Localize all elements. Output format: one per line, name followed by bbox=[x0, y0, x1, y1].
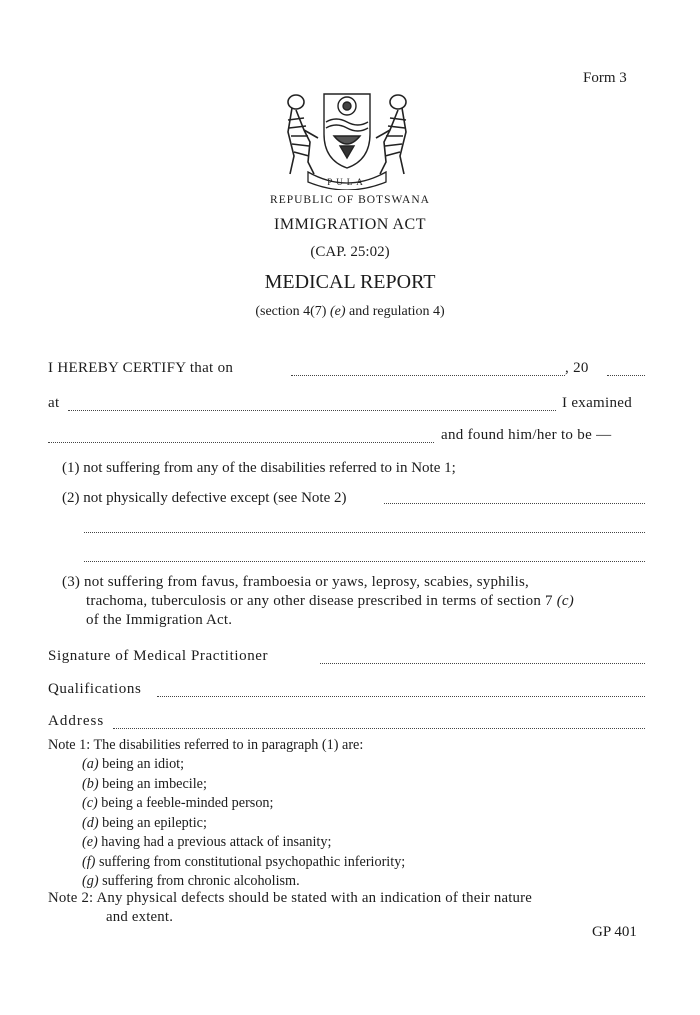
list-item: (c) being a feeble-minded person; bbox=[82, 795, 274, 811]
note-2-line-1: Note 2: Any physical defects should be stated with an indication of their nature bbox=[48, 890, 533, 906]
defect-field-1[interactable] bbox=[384, 503, 645, 504]
cap-heading: (CAP. 25:02) bbox=[310, 244, 390, 260]
defect-field-3[interactable] bbox=[84, 561, 645, 562]
qualifications-label: Qualifications bbox=[48, 681, 142, 697]
note-1-intro: Note 1: The disabilities referred to in paragraph (1) are: bbox=[48, 737, 364, 753]
list-item: (b) being an imbecile; bbox=[82, 775, 207, 792]
list-item: (d) being an epileptic; bbox=[82, 814, 207, 831]
item-2: (2) not physically defective except (see Note 2) bbox=[62, 490, 347, 506]
note-1-list bbox=[82, 755, 405, 892]
note-2-line-2: and extent. bbox=[106, 909, 174, 925]
right-zebra-icon bbox=[376, 95, 406, 174]
page-title: MEDICAL REPORT bbox=[264, 271, 436, 293]
place-field[interactable] bbox=[68, 410, 556, 411]
examined-label: I examined bbox=[562, 395, 633, 411]
list-item: (a) being an idiot; bbox=[82, 756, 185, 772]
list-item: (f) suffering from constitutional psychopathic inferiority; bbox=[82, 853, 406, 870]
section-reference: (section 4(7) (e) and regulation 4) bbox=[255, 304, 445, 319]
found-label: and found him/her to be — bbox=[441, 427, 612, 443]
patient-name-field[interactable] bbox=[48, 442, 434, 443]
certify-label: I HEREBY CERTIFY that on bbox=[48, 360, 234, 376]
item-3-line-3: of the Immigration Act. bbox=[86, 612, 233, 628]
year-field[interactable] bbox=[607, 375, 645, 376]
address-label: Address bbox=[48, 713, 105, 729]
republic-heading: REPUBLIC OF BOTSWANA bbox=[270, 194, 430, 206]
place-label: at bbox=[48, 395, 60, 411]
address-field[interactable] bbox=[113, 728, 645, 729]
signature-label: Signature of Medical Practitioner bbox=[48, 648, 269, 664]
qualifications-field[interactable] bbox=[157, 696, 645, 697]
item-3-line-1: (3) not suffering from favus, framboesia or yaws, leprosy, scabies, syphilis, bbox=[62, 574, 529, 590]
left-zebra-icon bbox=[288, 95, 318, 174]
date-field[interactable] bbox=[291, 375, 565, 376]
defect-field-2[interactable] bbox=[84, 532, 645, 533]
list-item: (g) suffering from chronic alcoholism. bbox=[82, 873, 300, 889]
shield-icon bbox=[324, 94, 370, 168]
motto-text: PULA bbox=[327, 177, 367, 187]
list-item: (e) having had a previous attack of insanity; bbox=[82, 834, 332, 850]
form-number: Form 3 bbox=[583, 70, 627, 86]
gp-code: GP 401 bbox=[592, 924, 637, 940]
item-1: (1) not suffering from any of the disabilities referred to in Note 1; bbox=[62, 460, 456, 476]
signature-field[interactable] bbox=[320, 663, 645, 664]
item-3-line-2: trachoma, tuberculosis or any other disease prescribed in terms of section 7 (c) bbox=[86, 593, 574, 609]
year-label: , 20 bbox=[565, 360, 589, 376]
act-heading: IMMIGRATION ACT bbox=[274, 216, 426, 233]
coat-of-arms bbox=[274, 72, 420, 190]
